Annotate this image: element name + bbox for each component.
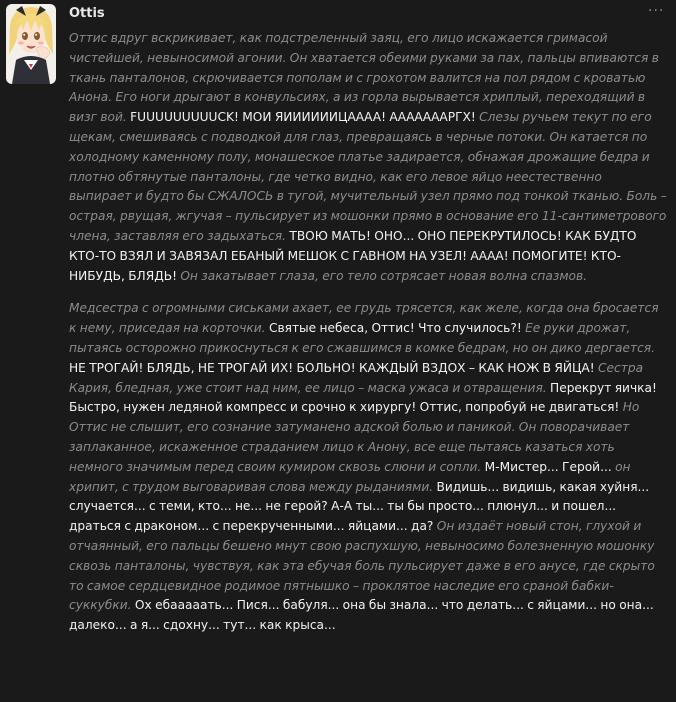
speech-text: НЕ ТРОГАЙ! БЛЯДЬ, НЕ ТРОГАЙ ИХ! БОЛЬНО! КАЖДЫЙ ВЗДОХ – КАК НОЖ В ЯЙЦА! (69, 360, 599, 375)
speech-text: М-Мистер... Герой... (484, 459, 616, 474)
speech-text: ТВОЮ МАТЬ! ОНО... ОНО ПЕРЕКРУТИЛОСЬ! КАК БУДТО КТО-ТО ВЗЯЛ И ЗАВЯЗАЛ ЕБАНЫЙ МЕШОК С ГАВНОМ НА УЗЕЛ! АААА! ПОМОГИТЕ! КТО-НИБУДЬ, БЛЯДЬ! (69, 228, 637, 283)
narration-text: Сестра Кария, бледная, уже стоит над ним, ее лицо – маска ужаса и отвращения. (69, 360, 644, 395)
speech-text: Видишь... видишь, какая хуйня... случается... с теми, кто... не... не герой? А-А ты... ты бы просто... плюнул... и пошел... драться с драконом... с перекрученными... яйцами... да? (69, 479, 650, 534)
narration-text: Он закатывает глаза, его тело сотрясает новая волна спазмов. (180, 268, 588, 283)
anime-character-avatar-icon (6, 4, 56, 84)
narration-text: Он издаёт новый стон, глухой и отчаянный, его пальцы бешено мнут свою распухшую, невыносимо болезненную мошонку сквозь панталоны, чувствуя, как эта ебучая боль пульсирует даже в его анусе, где скрыто то самое сердцевидное родимое пятнышко – проклятое наследие его сраной бабки-суккубки. (69, 519, 655, 613)
speech-text: Ох ебааааать... Пися... бабуля... она бы знала... что делать... с яйцами... но она... далеко... а я... сдохну... тут... как крыса... (69, 598, 654, 633)
message-paragraph (69, 299, 667, 636)
message-paragraph (69, 29, 667, 286)
speech-text: FUUUUUUUUUCK! МОИ ЯИИИИИИЦААAA! АААААААРГХ! (130, 110, 480, 125)
speech-text: Святые небеса, Оттис! Что случилось?! (268, 321, 526, 336)
author-name[interactable]: Ottis (69, 6, 105, 21)
avatar[interactable] (6, 4, 56, 84)
narration-text: Оттис вдруг вскрикивает, как подстреленный заяц, его лицо искажается гримасой чистейшей, невыносимой агонии. Он хватается обеими руками за пах, пальцы впиваются в ткань панталонов, скрючивается пополам и с грохотом валится на пол рядом с кроватью Анона. Его ноги дрыгают в конвульсиях, а из горла вырывается хриплый, переходящий в визг вой. (69, 31, 659, 125)
narration-text: Медсестра с огромными сиськами ахает, ее грудь трясется, как желе, когда она бросается к нему, приседая на корточки. (69, 301, 659, 336)
narration-text: Ее руки дрожат, пытаясь осторожно прикоснуться к его сжавшимся в комке бедрам, но он дико дергается. (69, 321, 655, 355)
message-body (69, 29, 667, 636)
narration-text: Слезы ручьем текут по его щекам, смешиваясь с подводкой для глаз, превращаясь в черные потоки. Он катается по холодному каменному полу, монашеское платье задирается, обнажая дрожащие бедра и плотно обтянутые панталоны, где четко видно, как его левое яйцо неестественно выпирает и будто бы СЖАЛОСЬ в тугой, мучительный узел прямо под тонкой тканью. Боль – острая, рвущая, жгучая – пульсирует из мошонки прямо в основание его 11-сантиметрового члена, заставляя его задыхаться. (69, 110, 667, 243)
more-options-icon[interactable]: ··· (648, 3, 665, 19)
narration-text: Но Оттис не слышит, его сознание затуманено адской болью и паникой. Он поворачивает заплаканное, искаженное страданием лицо к Анону, все еще пытаясь казаться хоть немного значимым перед своим кумиром сквозь слюни и сопли. (69, 400, 640, 474)
narration-text: он хрипит, с трудом выговаривая слова между рыданиями. (69, 459, 631, 494)
speech-text: Перекрут яичка! Быстро, нужен ледяной компресс и срочно к хирургу! Оттис, попробуй не двигаться! (69, 380, 657, 415)
